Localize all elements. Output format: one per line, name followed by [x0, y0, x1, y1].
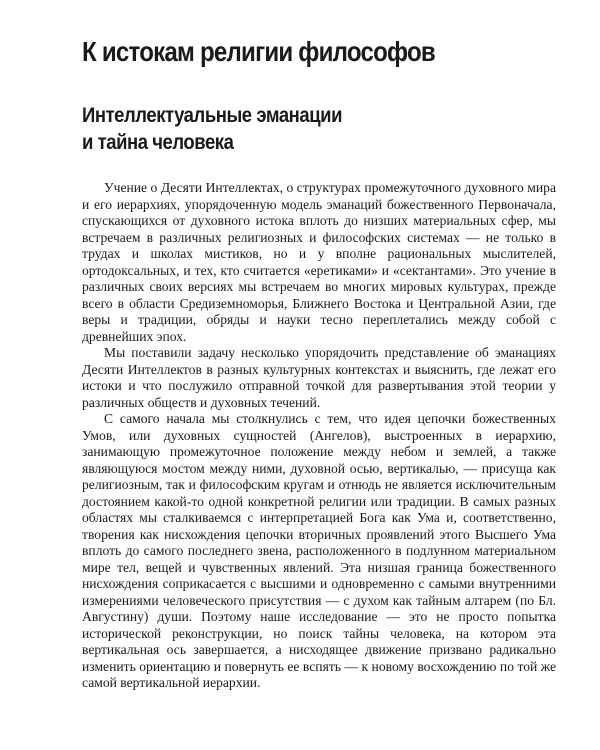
- paragraph: С самого начала мы столкнулись с тем, что идея цепочки божественных Умов, или духовных сущностей (Ангелов), выстроенных в иерархию, занимающую промежуточное положение между небом и землей, а также являющуюся мостом между ними, духовной осью, вертикалью, — присуща как религиозным, так и философским кругам и отнюдь не является исключительным достоянием какой-то одной конкретной религии или традиции. В самых разных областях мы сталкиваемся с интерпретацией Бога как Ума и, соответственно, творения как нисхождения цепочки вторичных проявлений этого Высшего Ума вплоть до самого последнего звена, расположенного в подлунном материальном мире тел, вещей и чувственных явлений. Эта низшая граница божественного нисхождения соприкасается с высшими и одновременно с самыми внутренними измерениями человеческого присутствия — с духом как тайным алтарем (по Бл. Августину) души. Поэтому наше исследование — это не просто попытка исторической реконструкции, но поиск тайны человека, на котором эта вертикальная ось завершается, а нисходящее движение призвано радикально изменить ориентацию и повернуть ее вспять — к новому восхождению по той же самой вертикальной иерархии.: [82, 411, 556, 690]
- section-title: [82, 102, 499, 156]
- paragraph: Мы поставили задачу несколько упорядочить представление об эманациях Десяти Интеллектов в разных культурных контекстах и выяснить, где лежат его истоки и что послужило отправной точкой для развертывания этой теории у различных обществ и духовных течений.: [82, 345, 556, 410]
- section-title-line-1: Интеллектуальные эманации: [82, 104, 343, 127]
- section-title-line-2: и тайна человека: [82, 131, 234, 154]
- paragraph: Учение о Десяти Интеллектах, о структурах промежуточного духовного мира и его иерархиях, упорядоченную модель эманаций божественного Первоначала, спускающихся от духовного истока вплоть до низших материальных сфер, мы встречаем в различных религиозных и философских системах — не только в трудах и школах мистиков, но и у вполне рациональных мыслителей, ортодоксальных, и тех, кто считается «еретиками» и «сектантами». Это учение в различных своих версиях мы встречаем во многих мировых культурах, прежде всего в области Средиземноморья, Ближнего Востока и Центральной Азии, где веры и традиции, обряды и науки тесно переплетались между собой с древнейших эпох.: [82, 180, 556, 344]
- chapter-title: К истокам религии философов: [82, 36, 435, 67]
- body-text: [82, 180, 556, 692]
